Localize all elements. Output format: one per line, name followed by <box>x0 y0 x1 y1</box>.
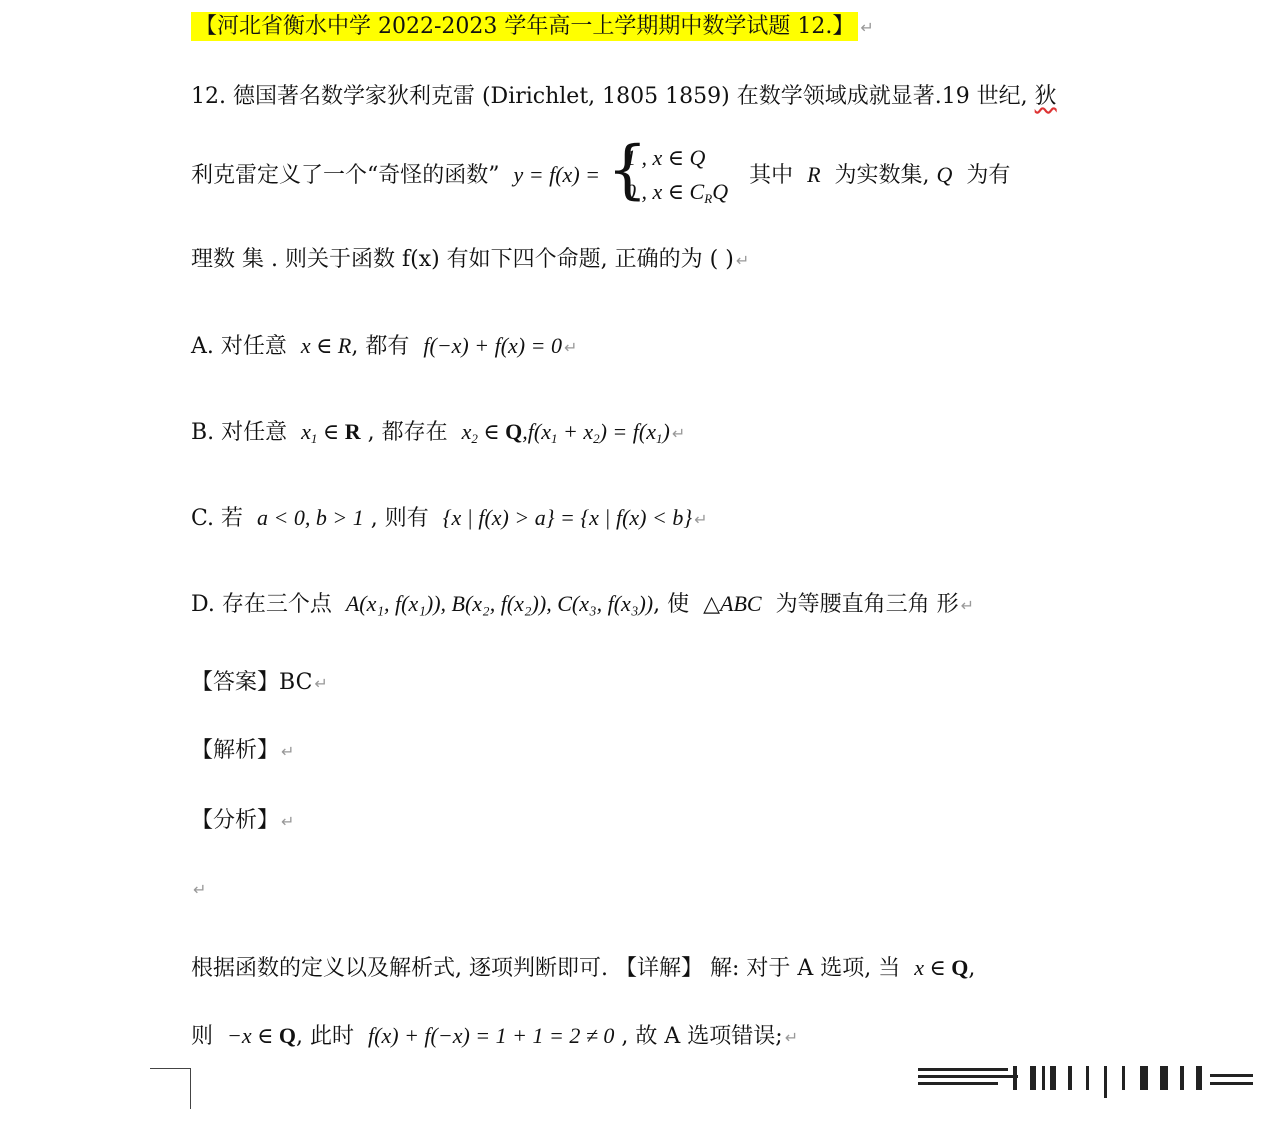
question-line-2 <box>191 133 1011 211</box>
math-expression: f(x) + f(−x) = 1 + 1 = 2 ≠ 0 <box>368 1023 615 1048</box>
question-text: 12. 德国著名数学家狄利克雷 (Dirichlet, 1805 1859) 在数学领域成就显著.19 世纪, <box>191 84 1035 109</box>
paragraph-mark: ↵ <box>671 424 686 443</box>
math-expression: $x_1$ ∈ R <box>301 419 361 446</box>
math-expression: x ∈ Q <box>914 955 969 980</box>
math-expression: {x | f(x) > a} = {x | f(x) < b} <box>442 505 693 530</box>
option-c: C. 若 a < 0, b > 1 , 则有 {x | f(x) > a} = {x | f(x) < b} ↵ <box>191 505 708 531</box>
case-irrational: 0 , x ∈ $C_RQ$ <box>625 179 729 206</box>
math-expression: −x ∈ Q <box>227 1023 297 1048</box>
math-expression: x ∈ R <box>300 333 352 358</box>
option-a: A. 对任意 x ∈ R, 都有 f(−x) + f(x) = 0 ↵ <box>191 333 578 359</box>
question-text: 为实数集, <box>834 163 930 188</box>
spellcheck-word: 狄 <box>1034 84 1057 109</box>
paragraph-mark: ↵ <box>563 338 578 357</box>
question-line-1 <box>191 82 1057 112</box>
option-b: B. 对任意 $x_1$ ∈ R , 都存在 $x_2$ ∈ $Q,f(x_1 + x_2) = f(x_1)$ ↵ <box>191 419 686 446</box>
paragraph-mark: ↵ <box>960 596 975 615</box>
paragraph-mark: ↵ <box>281 742 295 761</box>
function-expression: y = f(x) = <box>513 162 600 187</box>
analysis-heading: 【解析】 ↵ <box>191 738 295 763</box>
case-rational: 1 , x ∈ Q <box>625 145 706 170</box>
answer-line <box>191 668 328 699</box>
set-R: R <box>807 162 821 187</box>
paragraph-mark: ↵ <box>193 880 207 899</box>
question-text: 理数 集 . 则关于函数 f(x) 有如下四个命题, 正确的为 ( ) <box>191 247 734 272</box>
highlighted-title: 【河北省衡水中学 2022-2023 学年高一上学期期中数学试题 12.】 <box>191 12 858 41</box>
set-Q: Q <box>936 162 953 187</box>
paragraph-mark: ↵ <box>694 510 708 529</box>
question-text: 为有 <box>966 163 1011 188</box>
page-corner-mark <box>150 1068 191 1109</box>
math-expression: $x_2$ ∈ $Q,f(x_1 + x_2) = f(x_1)$ <box>461 419 670 446</box>
answer-text: 【答案】BC <box>191 670 313 695</box>
detail-line-2: 则 −x ∈ Q, 此时 f(x) + f(−x) = 1 + 1 = 2 ≠ 0 , 故 A 选项错误; ↵ <box>191 1023 799 1049</box>
question-text: 其中 <box>749 163 794 188</box>
empty-paragraph <box>191 874 206 905</box>
fenxi-heading: 【分析】 ↵ <box>191 808 295 833</box>
paragraph-mark: ↵ <box>314 674 328 693</box>
document-title <box>191 12 874 43</box>
paragraph-mark: ↵ <box>281 812 295 831</box>
triangle-expression: △ABC <box>703 591 762 616</box>
paragraph-mark: ↵ <box>860 18 874 37</box>
barcode-icon <box>918 1062 1253 1098</box>
paragraph-mark: ↵ <box>784 1028 799 1047</box>
math-expression: f(−x) + f(x) = 0 <box>423 333 562 358</box>
question-line-3 <box>191 245 749 276</box>
math-expression: a < 0, b > 1 <box>257 505 364 530</box>
paragraph-mark: ↵ <box>735 251 750 270</box>
brace-icon: { <box>607 133 648 207</box>
question-text: 利克雷定义了一个“奇怪的函数” <box>191 163 500 188</box>
option-d: D. 存在三个点 A(x₁, f(x₁)), B(x₂, f(x₂)), C(x₃, f(x₃)), 使 △ABC 为等腰直角三角 形 ↵ <box>191 591 975 617</box>
piecewise-definition <box>607 133 729 211</box>
math-expression: A(x₁, f(x₁)), B(x₂, f(x₂)), C(x₃, f(x₃)) <box>345 591 654 616</box>
detail-line-1: 根据函数的定义以及解析式, 逐项判断即可. 【详解】 解: 对于 A 选项, 当 x ∈ Q, <box>191 955 976 981</box>
